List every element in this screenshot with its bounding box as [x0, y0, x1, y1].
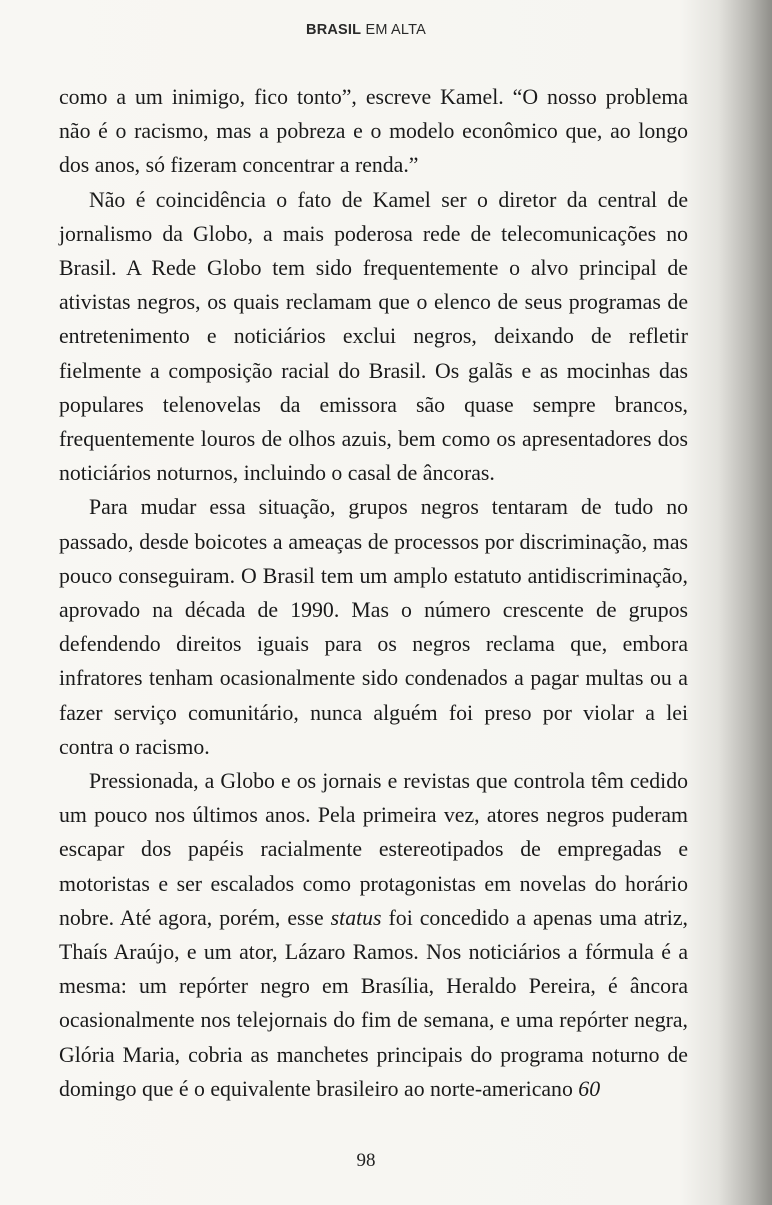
italic-sixty: 60: [578, 1076, 601, 1101]
paragraph-4-part-1: Pressionada, a Globo e os jornais e revistas que controla têm cedido um pouco nos últimos anos. Pela primeira vez, atores negros puderam escapar dos papéis racialmente estereotipados de empregadas e motoristas e ser escalados como protagonistas em novelas do horário nobre. Até agora, porém, esse: [59, 769, 688, 930]
running-header: [0, 22, 732, 38]
paragraph-2: Não é coincidência o fato de Kamel ser o diretor da central de jornalismo da Globo, a mais poderosa rede de telecomunicações no Brasil. A Rede Globo tem sido frequentemente o alvo principal de ativistas negros, os quais reclamam que o elenco de seus programas de entretenimento e noticiários exclui negros, deixando de refletir fielmente a composição racial do Brasil. Os galãs e as mocinhas das populares telenovelas da emissora são quase sempre brancos, frequentemente louros de olhos azuis, bem como os apresentadores dos noticiários noturnos, incluindo o casal de âncoras.: [59, 187, 688, 486]
page-number: 98: [356, 1150, 376, 1171]
paragraph-1: como a um inimigo, fico tonto”, escreve Kamel. “O nosso problema não é o racismo, mas a pobreza e o modelo econômico que, ao longo dos anos, só fizeram concentrar a renda.”: [59, 85, 688, 178]
paragraph-3: Para mudar essa situação, grupos negros tentaram de tudo no passado, desde boicotes a ameaças de processos por discriminação, mas pouco conseguiram. O Brasil tem um amplo estatuto antidiscriminação, aprovado na década de 1990. Mas o número crescente de grupos defendendo direitos iguais para os negros reclama que, embora infratores tenham ocasionalmente sido condenados a pagar multas ou a fazer serviço comunitário, nunca alguém foi preso por violar a lei contra o racismo.: [59, 495, 688, 759]
running-header-rest: EM ALTA: [365, 22, 426, 38]
italic-status: status: [330, 905, 382, 930]
running-header-bold: BRASIL: [306, 22, 362, 38]
paragraph-4-part-2: foi concedido a apenas uma atriz, Thaís Araújo, e um ator, Lázaro Ramos. Nos noticiários a fórmula é a mesma: um repórter negro em Brasília, Heraldo Pereira, é âncora ocasionalmente nos telejornais do fim de semana, e uma repórter negra, Glória Maria, cobria as manchetes principais do programa noturno de domingo que é o equivalente brasileiro ao norte-americano: [59, 905, 688, 1101]
paragraph-4: [59, 764, 688, 1106]
body-text: [59, 80, 688, 1106]
